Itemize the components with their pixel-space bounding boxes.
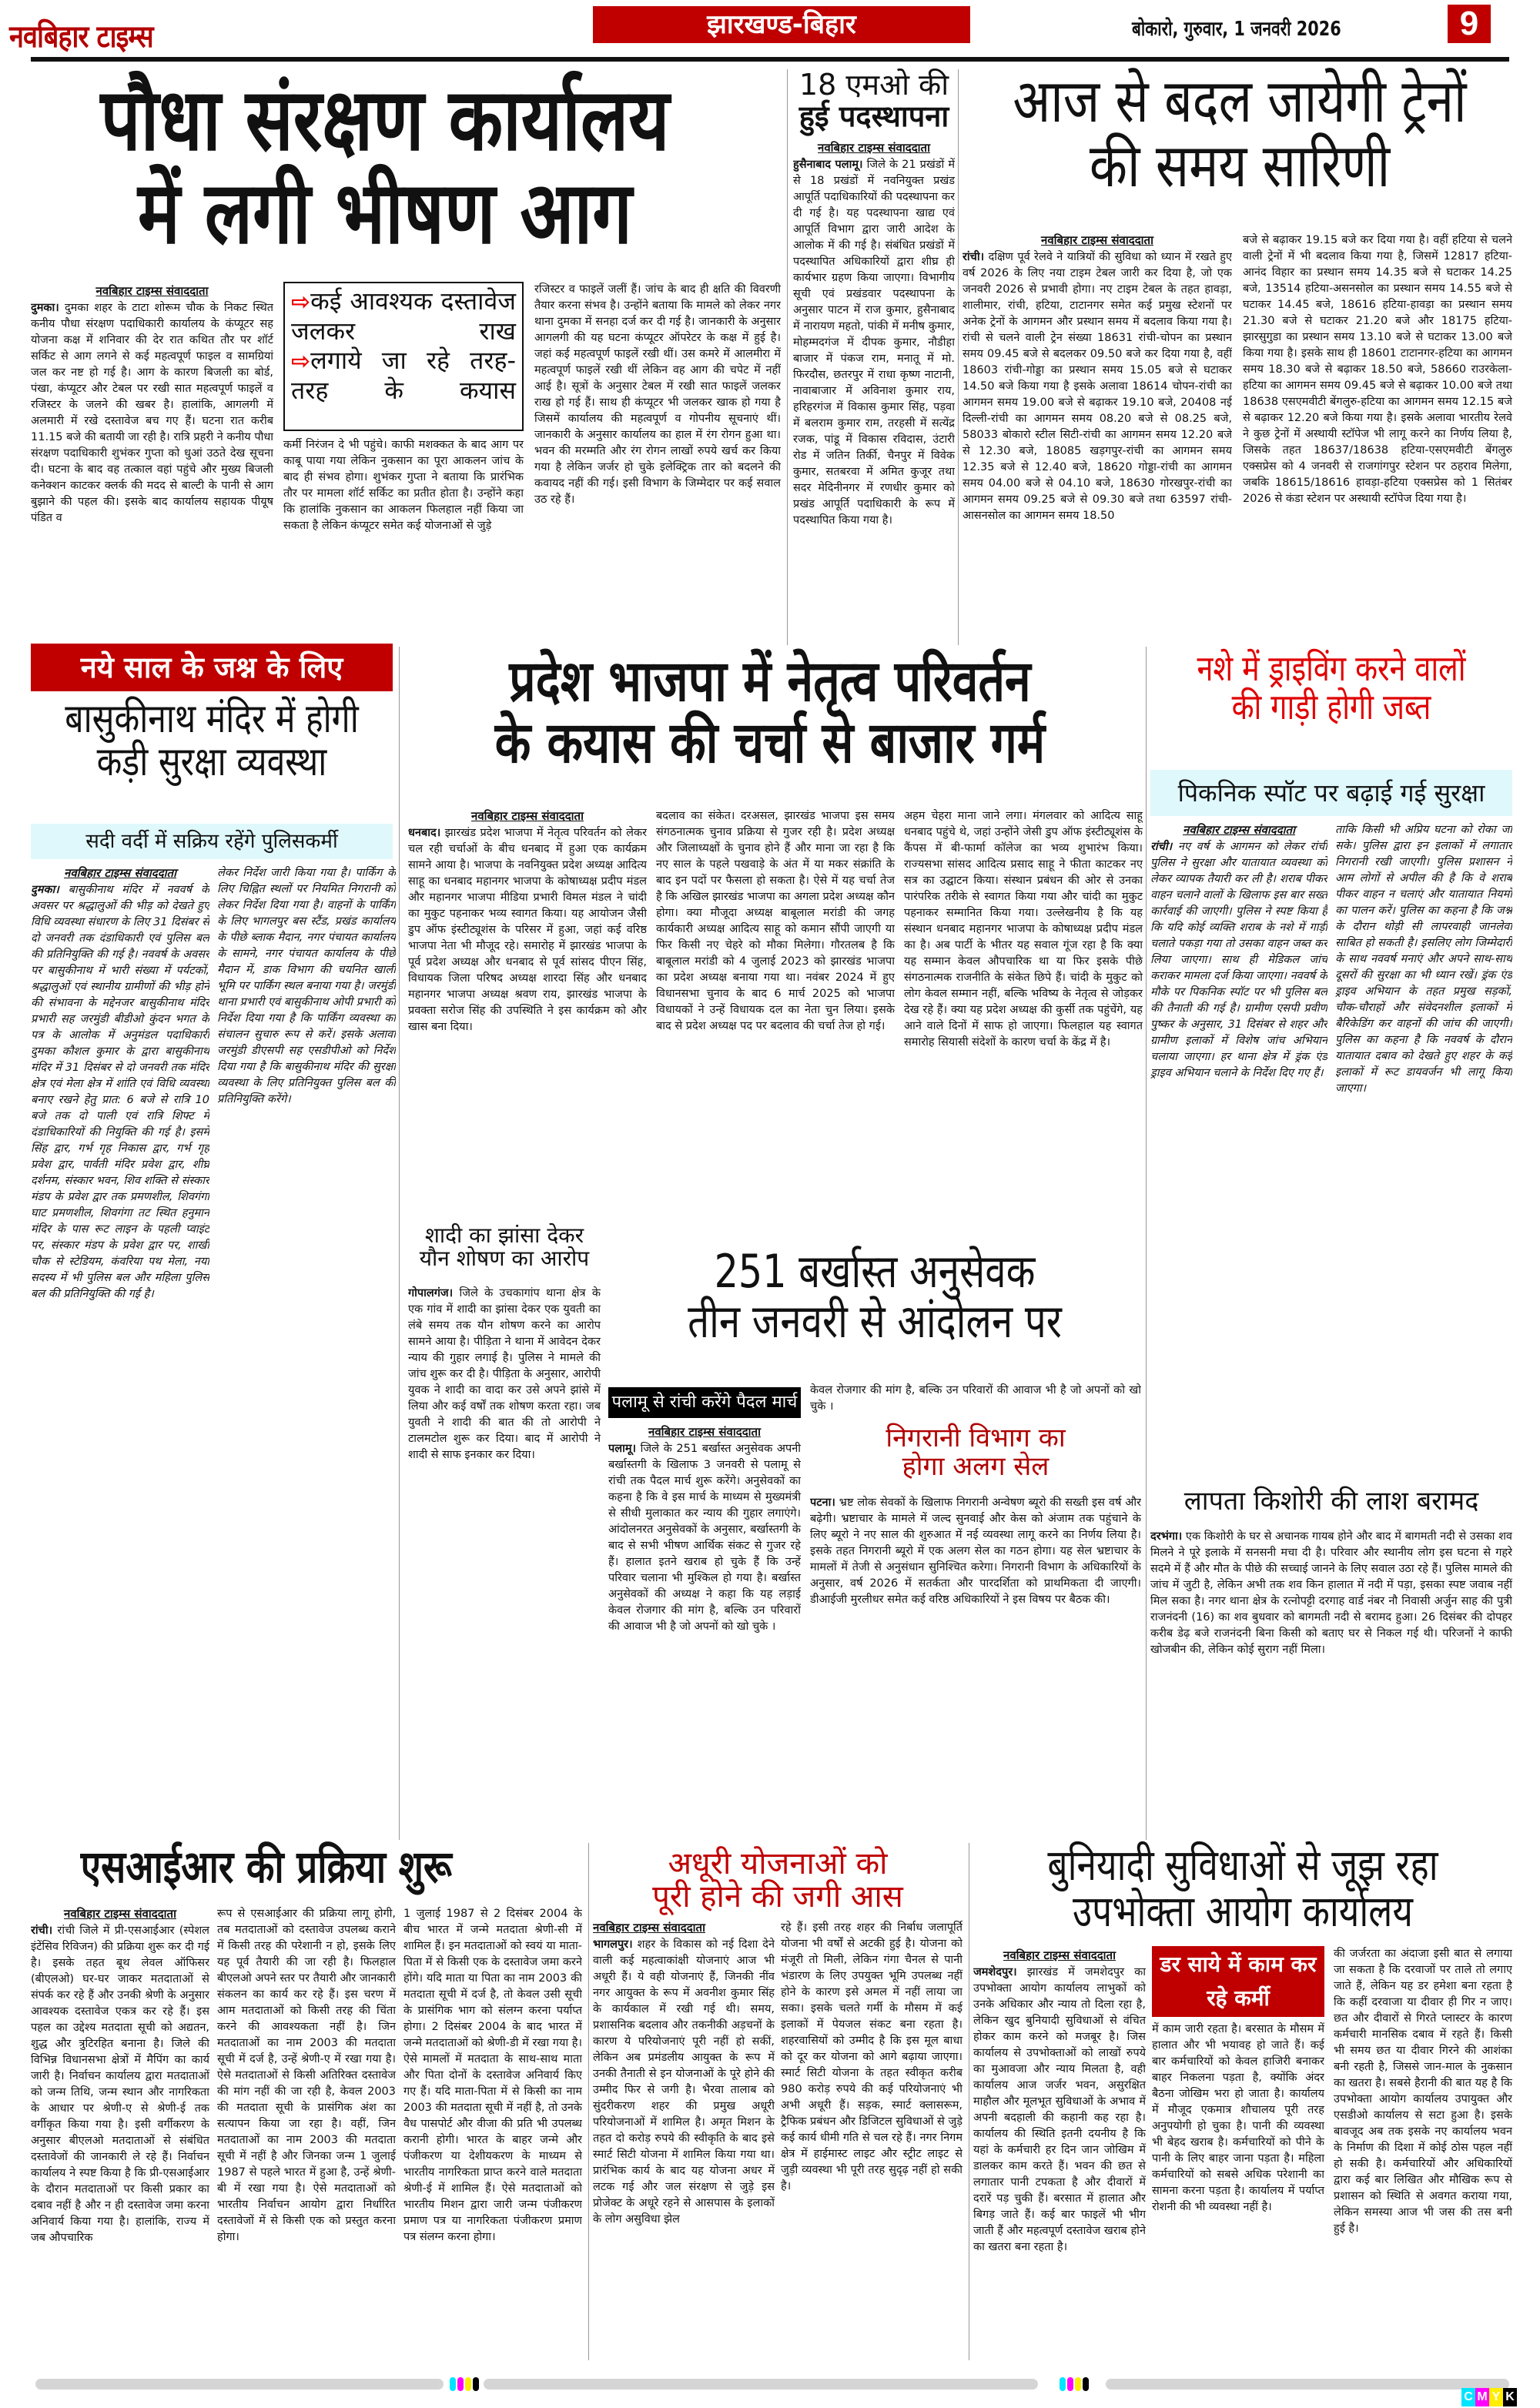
- temple-col-1: [31, 865, 209, 1835]
- fire-col-3: रजिस्टर व फाइलें जलीं हैं। जांच के बाद ही क्षति की विवरणी तैयार करना संभव है। उन्होंने बताया कि मामले को लेकर नगर थाना दुमका में सनहा दर्ज कर दी गई है। जानकारी के अनुसार आगलगी की यह घटना कंप्यूटर ऑपरेटर के कक्ष में हुई है। जहां कई महत्वपूर्ण फाइलें रखी थीं। उस कमरे में आलमीरा में महत्वपूर्ण फाइलें रखी थीं लेकिन वह आग की चपेट में नहीं आई है। सूत्रों के अनुसार टेबल में रखी सात फाइलें जलकर राख हो गई हैं। साथ ही कंप्यूटर भी जलकर खाक हो गया है जिसमें कार्यालय की महत्वपूर्ण व गोपनीय सूचनाएं थीं। जानकारी के अनुसार कार्यालय का हाल में रंग रोगन हुआ था। भवन की मरम्मति और रंग रोगन लाखों रुपये खर्च कर किया गया है लेकिन जर्जर हो चुके इलेक्ट्रिक तार को बदलने की कवायद नहीं की गई। इसी विभाग के जिम्मेदार पर कई सवाल उठ रहे हैं।: [534, 283, 781, 507]
- sevak-headline-line2: तीन जनवरी से आंदोलन पर: [688, 1294, 1062, 1349]
- dateline-place: दुमका।: [31, 884, 59, 896]
- bjp-col-3: अहम चेहरा माना जाने लगा। मंगलवार को आदित्य साहू धनबाद पहुंचे थे, जहां उन्होंने जेसी डुप ऑफ इंस्टीट्यूशंस के कैंपस में बी-फार्मा कॉलेज का भव्य शुभारंभ किया। राज्यसभा सांसद आदित्य प्रसाद साहू ने फीता काटकर नए सत्र का उद्घाटन किया। संस्थान प्रबंधन की ओर से उनका पारंपरिक तरीके से स्वागत किया गया और चांदी का मुकुट पहनाकर सम्मानित किया गया। उल्लेखनीय है कि यह संस्थान धनबाद महानगर भाजपा के कोषाध्यक्ष प्रदीप मंडल का है। अब पार्टी के भीतर यह सवाल गूंज रहा है कि क्या यह सम्मान केवल औपचारिक था या फिर इसके पीछे संगठनात्मक राजनीति के संकेत छिपे हैं। चांदी के मुकुट को लोग केवल सम्मान नहीं, बल्कि भविष्य के नेतृत्व से जोड़कर देख रहे हैं। क्या यह प्रदेश अध्यक्ष की कुर्सी तक पहुंचेंगे, यह आने वाले दिनों में साफ हो जाएगा। फिलहाल यह स्वागत समारोह सियासी संदेशों के कारण चर्चा के केंद्र में है।: [904, 810, 1143, 1049]
- consumer-col-1: [973, 1948, 1146, 2360]
- consumer-headline: [973, 1843, 1512, 1936]
- sevak-tail: केवल रोजगार की मांग है, बल्कि उन परिवारों की आवाज भी है जो अपनों को खो चुके ।: [810, 1384, 1141, 1413]
- vigilance-headline-line2: होगा अलग सेल: [902, 1450, 1050, 1482]
- column-rule: [1146, 647, 1147, 1840]
- byline: नवबिहार टाइम्स संवाददाता: [1183, 823, 1295, 837]
- cmyk-m: M: [1475, 2388, 1489, 2406]
- article-text: झारखंड में जमशेदपुर का उपभोक्ता आयोग कार्यालय लाभुकों को उनके अधिकार और न्याय तो दिला रहा है, लेकिन खुद बुनियादी सुविधाओं से वंचित होकर काम करने को मजबूर है। जिस कार्यालय से उपभोक्ताओं को लाखों रुपये का मुआवजा और न्याय मिलता है, वही कार्यालय आज जर्जर भवन, असुरक्षित माहौल और मूलभूत सुविधाओं के अभाव में अपनी बदहाली की कहानी कह रहा है। कार्यालय की स्थिति इतनी दयनीय है कि यहां के कर्मचारी हर दिन जान जोखिम में डालकर काम करते हैं। भवन की छत से लगातार पानी टपकता है और दीवारों में दरारें पड़ चुकी हैं। बरसात में हालात और बिगड़ जाते हैं। कई बार फाइलें भी भीग जाती हैं और महत्वपूर्ण दस्तावेज खराब होने का खतरा बना रहता है।: [973, 1966, 1146, 2254]
- article-text: जिले के 251 बर्खास्त अनुसेवक अपनी बर्खास्तगी के खिलाफ 3 जनवरी से पलामू से रांची तक पैदल मार्च शुरू करेंगे। अनुसेवकों का कहना है कि वे इस मार्च के माध्यम से मुख्यमंत्री से सीधी मुलाकात कर न्याय की गुहार लगाएंगे। आंदोलनरत अनुसेवकों के अनुसार, बर्खास्तगी के बाद से सभी भीषण आर्थिक संकट से गुजर रहे हैं। हालात इतने खराब हो चुके हैं कि उन्हें परिवार चलाना भी मुश्किल हो गया है। बर्खास्त अनुसेवकों की अध्यक्ष ने कहा कि यह लड़ाई केवल रोजगार की मांग है, बल्कि उन परिवारों की आवाज भी है जो अपनों को खो चुके ।: [608, 1443, 801, 1634]
- article-text: जिले के 21 प्रखंडों में से 18 प्रखंडों में नवनियुक्त प्रखंड आपूर्ति पदाधिकारियों की पदस्थापना कर दी गई है। यह पदस्थापना खाद्य एवं आपूर्ति विभाग द्वारा जारी आदेश के आलोक में की गई है। संबंधित प्रखंडों में पदस्थापित अधिकारियों द्वारा शीघ्र ही कार्यभार ग्रहण किया जाएगा। विभागीय सूची एवं प्रखंडवार पदस्थापना के अनुसार पाटन में राज कुमार, हुसैनाबाद में नारायण महतो, पांकी में मनीष कुमार, मोहम्मदगंज में दीपक कुमार, नौडीहा बाजार में पंकज राम, मनातू में मो. फिरदौस, छतरपुर में राधा कृष्ण नाटानी, नावाबाजार में अविनाश कुमार राय, हरिहरगंज में विकास कुमार सिंह, पड़वा में बलराम कुमार राम, तरहसी में सत्येंद्र रजक, पांडू में विकास रविदास, उंटारी रोड में जतिन तिर्की, चैनपुर में विवेक कुमार, सतबरवा में अमित कुजूर तथा सदर मेदिनीनगर में रणधीर कुमार को प्रखंड आपूर्ति पदाधिकारी के रूप में पदस्थापित किया गया है।: [793, 159, 955, 527]
- vigilance-body: [810, 1495, 1141, 1835]
- trains-headline: [962, 67, 1517, 202]
- cyan-dot: [1060, 2377, 1066, 2391]
- article-text: एक किशोरी के घर से अचानक गायब होने और बाद में बागमती नदी से उसका शव मिलने ने पूरे इलाके में सनसनी मचा दी है। परिवार और स्थानीय लोग इस घटना से गहरे सदमे में हैं और मौत के पीछे की सच्चाई जानने के लिए सवाल उठा रहे हैं। पुलिस मामले की जांच में जुटी है, लेकिन अभी तक शव किन हालात में नदी में पड़ा, इसका स्पष्ट जवाब नहीं मिल सका है। नगर थाना क्षेत्र के रत्नोपट्टी दरगाह वार्ड नंबर नौ निवासी अर्जुन साह की पुत्री राजनंदनी (16) का शव बुधवार को बागमती नदी से बरामद हुआ। 26 दिसंबर की दोपहर करीब डेढ़ बजे राजनंदनी बिना किसी को बताए घर से निकल गई थी। परिजनों ने काफी खोजबीन की, लेकिन कोई सुराग नहीं मिला।: [1150, 1530, 1512, 1657]
- byline: नवबिहार टाइम्स संवाददाता: [1003, 1948, 1116, 1962]
- page-number: 9: [1448, 5, 1491, 43]
- cmyk-swatch: [1461, 2388, 1517, 2406]
- dateline-place: गोपालगंज।: [408, 1287, 454, 1299]
- byline: नवबिहार टाइम्स संवाददाता: [1041, 233, 1153, 247]
- sevak-headline: [605, 1247, 1144, 1347]
- consumer-headline-line1: बुनियादी सुविधाओं से जूझ रहा: [1047, 1841, 1438, 1891]
- sir-headline-text: एसआईआर की प्रक्रिया शुरू: [80, 1841, 452, 1893]
- sevak-body: [608, 1424, 801, 1835]
- fire-headline-line2: में लगी भीषण आग: [137, 162, 633, 263]
- drunk-headline-line1: नशे में ड्राइविंग करने वालों: [1197, 647, 1466, 689]
- assault-headline-line2: यौन शोषण का आरोप: [419, 1246, 590, 1272]
- cyan-dot: [450, 2377, 456, 2391]
- mo-headline-line2: हुई पदस्थापना: [798, 99, 949, 134]
- article-text: झारखंड प्रदेश भाजपा में नेतृत्व परिवर्तन को लेकर चल रही चर्चाओं के बीच धनबाद में हुआ एक कार्यक्रम सामने आया है। भाजपा के नवनियुक्त प्रदेश अध्यक्ष आदित्य साहू का धनबाद महानगर भाजपा के कोषाध्यक्ष प्रदीप मंडल और महानगर भाजपा मीडिया प्रभारी विमल मंडल ने चांदी का मुकुट पहनाकर भव्य स्वागत किया। यह आयोजन जैसी डुप ऑफ इंस्टीट्यूशंस के परिसर में हुआ, जहां कई वरिष्ठ भाजपा नेता भी मौजूद रहे। समारोह में झारखंड भाजपा के पूर्व प्रदेश अध्यक्ष और धनबाद से पूर्व सांसद पीएन सिंह, विधायक जिला परिषद अध्यक्ष शारदा सिंह और धनबाद महानगर भाजपा अध्यक्ष श्रवण राय, झारखंड भाजपा के प्रवक्ता सरोज सिंह की उपस्थिति ने इस कार्यक्रम को और खास बना दिया।: [408, 827, 647, 1034]
- highlight-item: ⇨कई आवश्यक दस्तावेज जलकर राख: [291, 286, 516, 346]
- bjp-col-1: [408, 808, 647, 1216]
- byline: नवबिहार टाइम्स संवाददाता: [64, 1907, 176, 1921]
- drunk-col-1: [1150, 822, 1327, 1477]
- vigilance-headline-line1: निगरानी विभाग का: [886, 1423, 1066, 1453]
- temple-subhead: सदी वर्दी में सक्रिय रहेंगे पुलिसकर्मी: [31, 824, 393, 859]
- article-text: भ्रष्ट लोक सेवकों के खिलाफ निगरानी अन्वेषण ब्यूरो की सख्ती इस वर्ष और बढ़ेगी। भ्रष्टाचार के मामले में जल्द सुनवाई और केस को अंजाम तक पहुंचाने के लिए ब्यूरो ने नए साल की शुरुआत में नई व्यवस्था लागू करने का निर्णय लिया है। इसके तहत निगरानी ब्यूरो में एक अलग सेल का गठन होगा। यह सेल भ्रष्टाचार के मामलों में तेजी से अनुसंधान सुनिश्चित करेगा। निगरानी विभाग के अधिकारियों के अनुसार, वर्ष 2026 में सतर्कता और पारदर्शिता को प्राथमिकता दी जाएगी। डीआईजी मुरलीधर समेत कई वरिष्ठ अधिकारियों ने इस विषय पर बैठक की।: [810, 1497, 1141, 1607]
- black-dot: [1083, 2377, 1089, 2391]
- drunk-headline: [1150, 647, 1512, 727]
- dateline-place: दरभंगा।: [1150, 1530, 1183, 1543]
- mo-headline: [793, 69, 955, 132]
- schemes-headline: [593, 1848, 962, 1914]
- fire-headline-line1: पौधा संरक्षण कार्यालय: [100, 70, 670, 170]
- article-text: रांची जिले में प्री-एसआईआर (स्पेशल इंटेंसिव रिविजन) की प्रक्रिया शुरू कर दी गई है। इसके तहत बूथ लेवल ऑफिसर (बीएलओ) घर-घर जाकर मतदाताओं से संपर्क कर रहे हैं और उनकी श्रेणी के अनुसार आवश्यक दस्तावेज एकत्र कर रहे हैं। इस पहल का उद्देश्य मतदाता सूची को अद्यतन, शुद्ध और त्रुटिरहित बनाना है। जिले की विभिन्न विधानसभा क्षेत्रों में मैपिंग का कार्य जारी है। निर्वाचन कार्यालय द्वारा मतदाताओं को जन्म तिथि, जन्म स्थान और नागरिकता के आधार पर श्रेणी-ए से श्रेणी-ई तक वर्गीकृत किया गया है। इसी वर्गीकरण के अनुसार बीएलओ मतदाताओं से संबंधित दस्तावेजों की जानकारी ले रहे हैं। निर्वाचन कार्यालय ने स्पष्ट किया है कि प्री-एसआईआर के दौरान मतदाताओं पर किसी प्रकार का दबाव नहीं है और न ही दस्तावेज जमा करना अनिवार्य किया गया है। हालांकि, राज्य में जब औपचारिक: [31, 1925, 209, 2245]
- dateline-place: रांची।: [1150, 841, 1173, 853]
- section-banner: झारखण्ड-बिहार: [593, 6, 970, 43]
- temple-headline-line2: कड़ी सुरक्षा व्यवस्था: [96, 739, 327, 786]
- bjp-headline-line1: प्रदेश भाजपा में नेतृत्व परिवर्तन: [509, 648, 1031, 714]
- assault-body: [408, 1286, 601, 1835]
- bjp-headline: [400, 648, 1140, 776]
- drunk-col-2: ताकि किसी भी अप्रिय घटना को रोका जा सके। पुलिस द्वारा इन इलाकों में लगातार निगरानी रखी जाएगी। पुलिस प्रशासन ने आम लोगों से अपील की है कि वे शराब पीकर वाहन न चलाएं और यातायात नियमों का पालन करें। पुलिस का कहना है कि जश्न के दौरान थोड़ी सी लापरवाही जानलेवा साबित हो सकती है। इसलिए लोग जिम्मेदारी के साथ नववर्ष मनाएं और अपने साथ-साथ दूसरों की सुरक्षा का भी ध्यान रखें। ड्रंक एंड ड्राइव अभियान के तहत प्रमुख सड़कों, चौक-चौराहों और संवेदनशील इलाकों में बैरिकेडिंग कर वाहनों की जांच की जाएगी। पुलिस का कहना है कि नववर्ष के दौरान यातायात दबाव को देखते हुए शहर के कई इलाकों में रूट डायवर्जन भी लागू किया जाएगा।: [1335, 824, 1512, 1095]
- trains-col-2: बजे से बढ़ाकर 19.15 बजे कर दिया गया है। वहीं हटिया से चलने वाली ट्रेनों में भी बदलाव किया गया है, जिसमें 12817 हटिया-आनंद विहार का प्रस्थान समय 14.35 बजे से घटाकर 14.25 बजे, 13514 हटिया-असनसोल का प्रस्थान समय 14.55 बजे से घटाकर 14.45 बजे, 18616 हटिया-हावड़ा का प्रस्थान समय 21.30 बजे से घटाकर 21.20 बजे और 18175 हटिया-झारसुगुडा का प्रस्थान समय 13.10 बजे से घटाकर 13.00 बजे किया गया है। इसके साथ ही 18601 टाटानगर-हटिया का आगमन समय 18.30 बजे से बढ़ाकर 18.50 बजे, 58660 राउरकेला-हटिया का आगमन समय 09.45 बजे से बढ़ाकर 10.00 बजे तथा 18638 एसएमवीटी बेंगलुरु-हटिया का आगमन समय 12.15 बजे से बढ़ाकर 12.20 बजे किया गया है। इसके अलावा भारतीय रेलवे ने कुछ ट्रेनों में अस्थायी स्टॉपेज भी लागू करने का निर्णय लिया है, जिसके तहत 18637/18638 हटिया-एसएमवीटी बेंगलुरु एक्सप्रेस को 4 जनवरी से राजगांगपुर स्टेशन पर ठहराव मिलेगा, जबकि 18615/18616 हावड़ा-हटिया एक्सप्रेस को 1 सितंबर 2026 से कंडा स्टेशन पर अस्थायी स्टॉपेज दिया गया है।: [1243, 234, 1512, 506]
- column-rule: [399, 647, 400, 1840]
- sevak-headline-line1: 251 बर्खास्त अनुसेवक: [714, 1245, 1036, 1299]
- schemes-col-1: [593, 1920, 775, 2360]
- dateline-place: धनबाद।: [408, 827, 441, 839]
- fire-highlights-box: [283, 282, 524, 431]
- dateline-place: रांची।: [31, 1925, 53, 1937]
- temple-kicker: नये साल के जश्न के लिए: [31, 644, 393, 691]
- sir-col-2: रूप से एसआईआर की प्रक्रिया लागू होगी, तब मतदाताओं को दस्तावेज उपलब्ध कराने में किसी तरह की परेशानी न हो, इसके लिए यह पूर्व तैयारी की जा रही है। फिलहाल बीएलओ अपने स्तर पर तैयारी और जानकारी संकलन का कार्य कर रहे हैं। इस चरण में आम मतदाताओं को किसी तरह की चिंता करने की आवश्यकता नहीं है। जिन मतदाताओं का नाम 2003 की मतदाता सूची में दर्ज है, उन्हें श्रेणी-ए में रखा गया है। ऐसे मतदाताओं से किसी अतिरिक्त दस्तावेज की मांग नहीं की जा रही है, केवल 2003 की मतदाता सूची के प्रासंगिक अंश का सत्यापन किया जा रहा है। वहीं, जिन मतदाताओं का नाम 2003 की मतदाता सूची में नहीं है और जिनका जन्म 1 जुलाई 1987 से पहले भारत में हुआ है, उन्हें श्रेणी-बी में रखा गया है। ऐसे मतदाताओं को भारतीय निर्वाचन आयोग द्वारा निर्धारित दस्तावेजों में से किसी एक को प्रस्तुत करना होगा।: [217, 1908, 396, 2244]
- dateline-place: पलामू।: [608, 1443, 636, 1455]
- byline: नवबिहार टाइम्स संवाददाता: [95, 284, 209, 298]
- dateline: बोकारो, गुरुवार, 1 जनवरी 2026: [1132, 18, 1341, 41]
- arrow-right-icon: ⇨: [291, 289, 311, 316]
- article-text: दक्षिण पूर्व रेलवे ने यात्रियों की सुविधा को ध्यान में रखते हुए वर्ष 2026 के लिए नया टाइम टेबल जारी कर दिया है, जो एक जनवरी 2026 से प्रभावी होगा। नए टाइम टेबल के तहत हावड़ा, शालीमार, रांची, हटिया, टाटानगर समेत कई प्रमुख स्टेशनों पर अनेक ट्रेनों के आगमन और प्रस्थान समय में बदलाव किया गया है। रांची से चलने वाली ट्रेन संख्या 18631 रांची-चोपन का प्रस्थान समय 09.45 बजे से बदलकर 09.50 बजे कर दिया गया है, वहीं 18603 रांची-गोड्डा का प्रस्थान समय 15.05 बजे से घटाकर 14.50 बजे किया गया है इसके अलावा 18614 चोपन-रांची का आगमन समय 19.00 बजे से बढ़ाकर 19.10 बजे, 20408 नई दिल्ली-रांची का आगमन समय 08.20 बजे से 08.25 बजे, 58033 बोकारो स्टील सिटी-रांची का आगमन समय 12.20 बजे से 12.30 बजे, 18085 खड़गपुर-रांची का आगमन समय 12.35 बजे से 12.40 बजे, 18620 गोड्डा-रांची का आगमन समय 04.00 बजे से 04.10 बजे, 18630 गोरखपुर-रांची का आगमन समय 09.25 बजे से 09.30 बजे तथा 63597 रांची-आसनसोल का आगमन समय 18.50: [962, 251, 1232, 523]
- consumer-col-3: की जर्जरता का अंदाजा इसी बात से लगाया जा सकता है कि दरवाजों पर ताले तो लगाए जाते हैं, लेकिन यह डर हमेशा बना रहता है कि कहीं दरवाजा या दीवार ही गिर न जाए। छत और दीवारों से गिरते प्लास्टर के कारण कर्मचारी मानसिक दबाव में रहते हैं। किसी भी समय छत या दीवार गिरने की आशंका बनी रहती है, जिससे जान-माल के नुकसान का खतरा है। सबसे हैरानी की बात यह है कि उपभोक्ता आयोग कार्यालय उपायुक्त और एसडीओ कार्यालय से सटा हुआ है। इसके बावजूद अब तक इसके नए कार्यालय भवन के निर्माण की दिशा में कोई ठोस पहल नहीं हो सकी है। कर्मचारियों और अधिकारियों द्वारा कई बार लिखित और मौखिक रूप से प्रशासन को स्थिति से अवगत कराया गया, लेकिन समस्या आज भी जस की तस बनी हुई है।: [1334, 1948, 1512, 2236]
- fire-col-2: कर्मी निरंजन दे भी पहुंचे। काफी मशक्कत के बाद आग पर काबू पाया गया लेकिन नुकसान का पूरा आकलन जांच के बाद ही संभव होगा। शुभंकर गुप्ता ने बताया कि प्रारंभिक तौर पर मामला शॉर्ट सर्किट का प्रतीत होता है। उन्होंने कहा कि हालांकि नुकसान का आकलन फिलहाल नहीं किया जा सकता है लेकिन कंप्यूटर समेत कई योजनाओं से जुड़े: [283, 439, 524, 533]
- sir-headline: [31, 1843, 585, 1891]
- byline: नवबिहार टाइम्स संवाददाता: [593, 1921, 705, 1935]
- temple-headline-line1: बासुकीनाथ मंदिर में होगी: [65, 696, 359, 742]
- masthead-divider: [31, 57, 1509, 62]
- column-rule: [787, 69, 788, 645]
- dateline-place: पटना।: [810, 1497, 835, 1509]
- registration-bar: [484, 2379, 1038, 2390]
- byline: नवबिहार टाइम्स संवाददाता: [648, 1425, 761, 1439]
- temple-col-2: लेकर निर्देश जारी किया गया है। पार्किंग के लिए चिह्नित स्थलों पर नियमित निगरानी को लेकर निर्देश दिया गया है। वाहनों के पार्किंग के लिए भागलपुर बस स्टैंड, प्रखंड कार्यालय के पीछे ब्लाक मैदान, नगर पंचायत कार्यालय के सामने, नगर पंचायत कार्यालय के पीछे मैदान में, डाक विभाग की चयनित खाली भूमि पर पार्किंग स्थल बनाया गया है। जरमुंडी थाना प्रभारी एवं बासुकीनाथ ओपी प्रभारी को निर्देश दिया गया है कि पार्किंग व्यवस्था का संचालन सुचारु रूप से करें। इसके अलावा जरमुंडी डीएसपी सह एसडीपीओ को निर्देश दिया गया है कि बासुकीनाथ मंदिर की सुरक्षा व्यवस्था के लिए प्रतिनियुक्त पुलिस बल की प्रतिनियुक्ति करेंगे।: [217, 867, 396, 1106]
- schemes-headline-line2: पूरी होने की जगी आस: [652, 1879, 903, 1915]
- yellow-dot: [465, 2377, 471, 2391]
- fire-col-1: [31, 283, 273, 645]
- sir-col-3: 1 जुलाई 1987 से 2 दिसंबर 2004 के बीच भारत में जन्मे मतदाता श्रेणी-सी में शामिल हैं। इन मतदाताओं को स्वयं या माता-पिता में से किसी एक के दस्तावेज जमा करने होंगे। यदि माता या पिता का नाम 2003 की मतदाता सूची में दर्ज है, तो केवल उसी सूची के प्रासंगिक भाग को संलग्न करना पर्याप्त होगा। 2 दिसंबर 2004 के बाद भारत में जन्मे मतदाताओं को श्रेणी-डी में रखा गया है। ऐसे मामलों में मतदाता के साथ-साथ माता और पिता दोनों के दस्तावेज अनिवार्य किए गए हैं। यदि माता-पिता में से किसी का नाम 2003 की मतदाता सूची में नहीं है, तो उनके वैध पासपोर्ट और वीजा की प्रति भी उपलब्ध करानी होगी। भारत के बाहर जन्मे और पंजीकरण या देशीयकरण के माध्यम से भारतीय नागरिकता प्राप्त करने वाले मतदाता श्रेणी-ई में शामिल हैं। ऐसे मतदाताओं को भारतीय मिशन द्वारा जारी जन्म पंजीकरण प्रमाण पत्र या नागरिकता पंजीकरण प्रमाण पत्र संलग्न करना होगा।: [403, 1908, 582, 2244]
- highlight-item: ⇨लगाये जा रहे तरह- तरह के कयास: [291, 346, 516, 406]
- article-text: नए वर्ष के आगमन को लेकर रांची पुलिस ने सुरक्षा और यातायात व्यवस्था को लेकर व्यापक तैयारी कर ली है। शराब पीकर वाहन चलाने वालों के खिलाफ इस बार सख्त कार्रवाई की जाएगी। पुलिस ने स्पष्ट किया है कि यदि कोई व्यक्ति शराब के नशे में गाड़ी चलाते पकड़ा गया तो उसका वाहन जब्त कर लिया जाएगा। साथ ही मेडिकल जांच कराकर मामला दर्ज किया जाएगा। नववर्ष के मौके पर पिकनिक स्पॉट पर भी पुलिस बल की तैनाती की गई है। ग्रामीण एसपी प्रवीण पुष्कर के अनुसार, 31 दिसंबर से शहर और ग्रामीण इलाकों में विशेष जांच अभियान चलाया जाएगा। हर थाना क्षेत्र में ड्रंक एंड ड्राइव अभियान चलाने के निर्देश दिए गए हैं।: [1150, 841, 1327, 1080]
- registration-bar: [35, 2379, 444, 2390]
- trains-headline-line2: की समय सारिणी: [1089, 132, 1391, 202]
- magenta-dot: [1067, 2377, 1073, 2391]
- consumer-col-2: में काम जारी रहता है। बरसात के मौसम में हालात और भी भयावह हो जाते हैं। कई बार कर्मचारियों को केवल हाजिरी बनाकर बाहर निकलना पड़ता है, क्योंकि अंदर बैठना जोखिम भरा हो जाता है। कार्यालय में मौजूद एकमात्र शौचालय पूरी तरह अनुपयोगी हो चुका है। पानी की व्यवस्था भी बेहद खराब है। कर्मचारियों को पीने के पानी के लिए बाहर जाना पड़ता है। महिला कर्मचारियों को सबसे अधिक परेशानी का सामना करना पड़ता है। कार्यालय में पर्याप्त रोशनी की भी व्यवस्था नहीं है।: [1152, 2023, 1324, 2214]
- mo-body: [793, 140, 955, 645]
- dateline-place: दुमका।: [31, 302, 59, 314]
- article-text: दुमका शहर के टाटा शोरूम चौक के निकट स्थित कनीय पौधा संरक्षण पदाधिकारी कार्यालय के कंप्यूटर सह योजना कक्ष में शनिवार की देर रात कथित तौर पर शॉर्ट सर्किट से आग लगने से कई महत्वपूर्ण फाइल व सामग्रियां जल कर नष्ट हो गई है। आग के कारण बिजली का बोर्ड, पंखा, कंप्यूटर और टेबल पर रखी सात महत्वपूर्ण फाइलें व रजिस्टर के जलने की खबर है। हालांकि, आगलगी में अलमारी में रखे दस्तावेज बच गए हैं। घटना रात करीब 11.15 बजे की बतायी जा रही है। रात्रि प्रहरी ने कनीय पौधा संरक्षण पदाधिकारी शुभंकर गुप्ता को धुआं उठते देख सूचना दी। घटना के बाद वह तत्काल वहां पहुंचे और मुख्य बिजली कनेक्शन काटकर क्लर्क की मदद से बाल्टी के पानी से आग बुझाने की पहल की। इसके बाद कार्यालय सहायक पीयूष पंडित व: [31, 302, 273, 525]
- consumer-inset: डर साये में काम कर रहे कर्मी: [1152, 1946, 1324, 2017]
- color-registration-marks: [450, 2377, 479, 2391]
- byline: नवबिहार टाइम्स संवाददाता: [818, 141, 930, 155]
- dateline-place: हुसैनाबाद पलामू।: [793, 159, 863, 171]
- sevak-subhead: पलामू से रांची करेंगे पैदल मार्च: [608, 1387, 801, 1418]
- cmyk-c: C: [1461, 2388, 1475, 2406]
- dateline-place: भागलपुर।: [593, 1938, 633, 1951]
- byline: नवबिहार टाइम्स संवाददाता: [64, 866, 176, 880]
- assault-headline-line1: शादी का झांसा देकर: [424, 1222, 584, 1248]
- assault-headline: [408, 1224, 601, 1270]
- dateline-place: रांची।: [962, 251, 985, 263]
- column-rule: [588, 1843, 589, 2360]
- fire-headline: [31, 70, 739, 263]
- sir-col-1: [31, 1906, 209, 2360]
- newspaper-logo: नवबिहार टाइम्स: [9, 19, 153, 55]
- column-rule: [958, 69, 959, 645]
- dateline-place: जमशेदपुर।: [973, 1966, 1017, 1978]
- temple-headline: [31, 697, 393, 784]
- bjp-col-2: बदलाव का संकेत। दरअसल, झारखंड भाजपा इस समय संगठनात्मक चुनाव प्रक्रिया से गुजर रही है। प्रदेश अध्यक्ष और जिलाध्यक्षों के चुनाव होने हैं और माना जा रहा है कि नए साल के पहले पखवाड़े के अंत में या मकर संक्रांति के बाद इन पदों पर फैसला हो सकता है। ऐसे में यह चर्चा तेज है कि अखिल झारखंड भाजपा का अगला प्रदेश अध्यक्ष कौन होगा। क्या मौजूदा अध्यक्ष बाबूलाल मरांडी की जगह कार्यकारी अध्यक्ष आदित्य साहू को कमान सौंपी जाएगी या फिर किसी नए चेहरे को मौका मिलेगा। गौरतलब है कि बाबूलाल मरांडी को 4 जुलाई 2023 को झारखंड भाजपा का प्रदेश अध्यक्ष बनाया गया था। नवंबर 2024 में हुए विधानसभा चुनाव के बाद 6 मार्च 2025 को भाजपा विधायकों ने उन्हें विधायक दल का नेता चुन लिया। इसके बाद से प्रदेश अध्यक्ष पद पर बदलाव की चर्चा तेज हो गई।: [656, 810, 895, 1033]
- schemes-col-2: रहे हैं। इसी तरह शहर की निर्बाध जलापूर्ति योजना भी वर्षों से अटकी हुई है। योजना को मंजूरी तो मिली, लेकिन गंगा चैनल से पानी भंडारण के लिए उपयुक्त भूमि उपलब्ध नहीं होने के कारण इसे अमल में नहीं लाया जा सका। इसके चलते गर्मी के मौसम में कई इलाकों में पेयजल संकट बना रहता है। शहरवासियों को उम्मीद है कि इस मूल बाधा को दूर कर योजना को आगे बढ़ाया जाएगा। स्मार्ट सिटी योजना के तहत स्वीकृत करीब 980 करोड़ रुपये की कई परियोजनाएं भी अभी अधूरी हैं। सड़क, स्मार्ट क्लासरूम, ट्रैफिक प्रबंधन और डिजिटल सुविधाओं से जुड़े कई कार्य धीमी गति से चल रहे हैं। नगर निगम क्षेत्र में हाईमास्ट लाइट और स्ट्रीट लाइट से जुड़ी व्यवस्था भी पूरी तरह सुदृढ़ नहीं हो सकी है।: [781, 1921, 962, 2193]
- schemes-headline-line1: अधूरी योजनाओं को: [668, 1846, 888, 1881]
- drunk-headline-line2: की गाड़ी होगी जब्त: [1231, 685, 1431, 727]
- byline: नवबिहार टाइम्स संवाददाता: [471, 809, 584, 823]
- registration-bar: [1106, 2379, 1509, 2390]
- girl-body: [1150, 1529, 1512, 1835]
- trains-headline-line1: आज से बदल जायेगी ट्रेनों: [1013, 67, 1467, 136]
- arrow-right-icon: ⇨: [291, 348, 311, 376]
- mo-headline-line1: 18 एमओ की: [798, 68, 949, 102]
- article-text: बासुकीनाथ मंदिर में नववर्ष के अवसर पर श्रद्धालुओं की भीड़ को देखते हुए विधि व्यवस्था संधारण के लिए 31 दिसंबर से दो जनवरी तक दंडाधिकारी एवं पुलिस बल की प्रतिनियुक्ति की गई है। नववर्ष के अवसर पर बासुकीनाथ में भारी संख्या में पर्यटकों, श्रद्धालुओं एवं स्थानीय ग्रामीणों की भीड़ होने की संभावना के मद्देनजर बासुकीनाथ मंदिर प्रभारी सह जरमुंडी बीडीओ कुंदन भगत के पत्र के आलोक में अनुमंडल पदाधिकारी दुमका कौशल कुमार के द्वारा बासुकीनाथ मंदिर में 31 दिसंबर से दो जनवरी तक मंदिर क्षेत्र एवं मेला क्षेत्र में शांति एवं विधि व्यवस्था बनाए रखने हेतु प्रात: 6 बजे से रात्रि 10 बजे तक दो पाली एवं रात्रि शिफ्ट में दंडाधिकारियों की नियुक्ति की गई है। इसमें सिंह द्वार, गर्भ गृह निकास द्वार, गर्भ गृह प्रवेश द्वार, पार्वती मंदिर प्रवेश द्वार, शीघ्र दर्शनम, संस्कार भवन, शिव शक्ति से संस्कार मंडप के प्रवेश द्वार तक प्रमणशील, शिवगंगा घाट प्रमणशील, शिवगंगा तट स्थित हनुमान मंदिर के पास रूट लाइन के पहली प्वाइंट पर, संस्कार मंडप के प्रवेश द्वार पर, शाखी चौक से स्टेडियम, कंवरिया पथ मेला, नया सदस्य में भी पुलिस बल और महिला पुलिस बल की प्रतिनियुक्ति की गई है।: [31, 884, 209, 1301]
- vigilance-headline: [810, 1424, 1141, 1480]
- article-text: शहर के विकास को नई दिशा देने वाली कई महत्वाकांक्षी योजनाएं आज भी अधूरी हैं। ये वही योजनाएं हैं, जिनकी नींव नगर आयुक्त के रूप में अवनीश कुमार सिंह के कार्यकाल में रखी गई थी। समय, प्रशासनिक बदलाव और तकनीकी अड़चनों के कारण ये परियोजनाएं पूरी नहीं हो सकीं, लेकिन अब प्रमंडलीय आयुक्त के रूप में उनकी तैनाती से इन योजनाओं के पूरे होने की उम्मीद फिर से जगी है। भैरवा तालाब को सुंदरीकरण शहर की प्रमुख अधूरी परियोजनाओं में शामिल है। अमृत मिशन के तहत दो करोड़ रुपये की स्वीकृति के बाद इसे स्मार्ट सिटी योजना में शामिल किया गया था। प्रारंभिक कार्य के बाद यह योजना अधर में लटक गई और जल संरक्षण से जुड़े इस प्रोजेक्ट के अधूरे रहने से आसपास के इलाकों के लोग असुविधा झेल: [593, 1938, 775, 2226]
- yellow-dot: [1075, 2377, 1081, 2391]
- bjp-headline-line2: के कयास की चर्चा से बाजार गर्म: [494, 709, 1046, 776]
- article-text: जिले के उचकागांप थाना क्षेत्र के एक गांव में शादी का झांसा देकर एक युवती का लंबे समय तक यौन शोषण करने का आरोप सामने आया है। पीड़िता ने थाना में आवेदन देकर न्याय की गुहार लगाई है। पुलिस ने मामले की जांच शुरू कर दी है। पीड़िता के अनुसार, आरोपी युवक ने शादी का वादा कर उसे अपने झांसे में लिया और कई वर्षों तक शोषण करता रहा। जब युवती ने शादी की बात की तो आरोपी ने टालमटोल शुरू कर दिया। बाद में आरोपी ने शादी से साफ इनकार कर दिया।: [408, 1287, 601, 1462]
- cmyk-k: K: [1503, 2388, 1517, 2406]
- magenta-dot: [457, 2377, 464, 2391]
- trains-col-1: [962, 232, 1232, 645]
- drunk-subhead: पिकनिक स्पॉट पर बढ़ाई गई सुरक्षा: [1150, 770, 1512, 816]
- color-registration-marks: [1060, 2377, 1089, 2391]
- girl-headline: लापता किशोरी की लाश बरामद: [1183, 1486, 1479, 1517]
- consumer-headline-line2: उपभोक्ता आयोग कार्यालय: [1072, 1887, 1414, 1938]
- black-dot: [473, 2377, 479, 2391]
- cmyk-y: Y: [1489, 2388, 1503, 2406]
